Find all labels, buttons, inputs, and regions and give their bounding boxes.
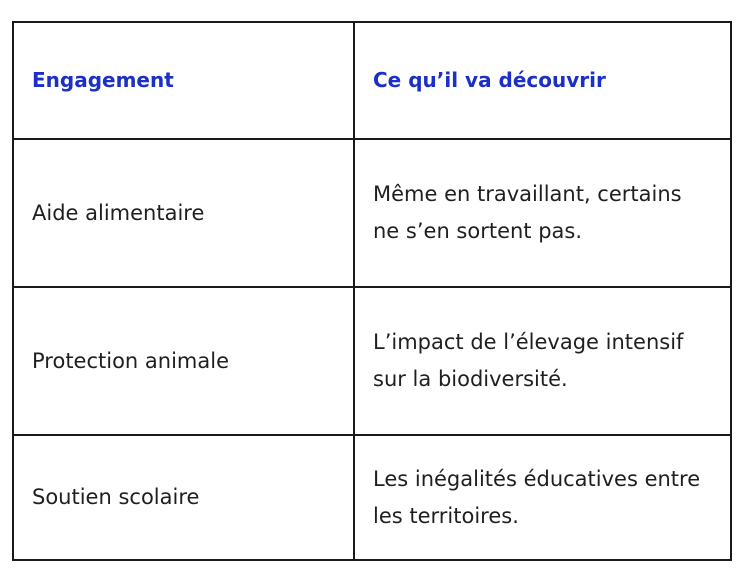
cell-engagement: Protection animale [13, 287, 354, 435]
table-row [13, 287, 731, 435]
cell-engagement: Aide alimentaire [13, 139, 354, 287]
cell-discovery: L’impact de l’élevage intensif sur la biodiversité. [354, 287, 731, 435]
table-row [13, 435, 731, 560]
cell-discovery: Les inégalités éducatives entre les territoires. [354, 435, 731, 560]
cell-discovery: Même en travaillant, certains ne s’en sortent pas. [354, 139, 731, 287]
cell-engagement: Soutien scolaire [13, 435, 354, 560]
engagement-table [12, 21, 732, 561]
table-header-row [13, 22, 731, 139]
header-engagement: Engagement [13, 22, 354, 139]
header-discovery: Ce qu’il va découvrir [354, 22, 731, 139]
table-row [13, 139, 731, 287]
